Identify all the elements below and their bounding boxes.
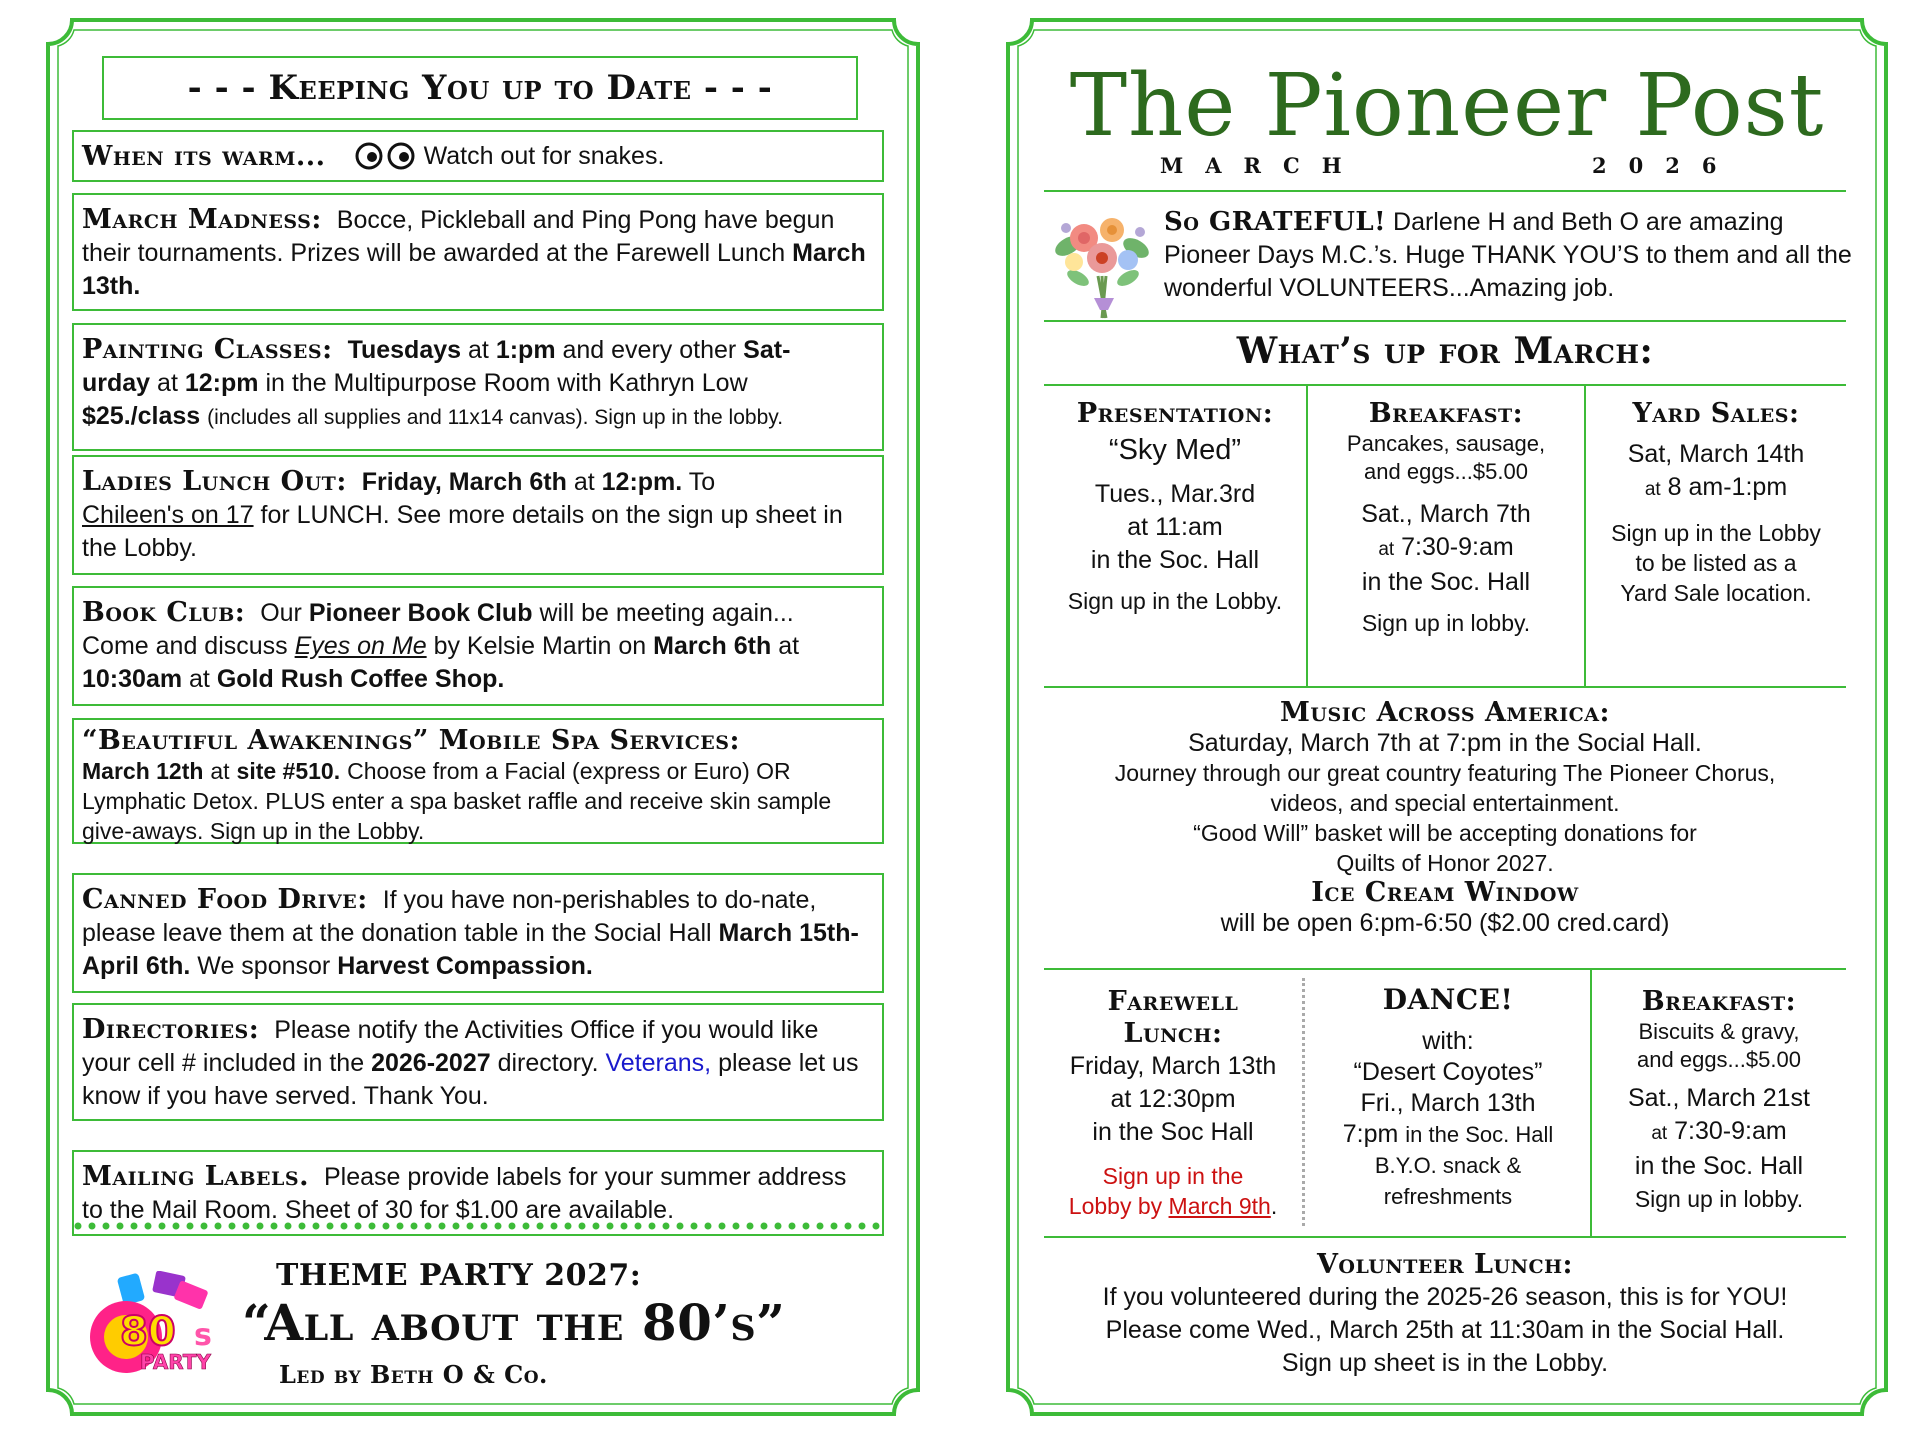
volunteer-text: Please come [1105,1316,1251,1344]
volunteer-text: If you volunteered during the [1102,1283,1420,1311]
farewell-place-prefix: in the [1092,1118,1154,1146]
presentation-section [1044,398,1306,618]
presentation-title: Presentation: [1076,398,1274,429]
book-club-date: March 6th [653,632,772,660]
book-club-text: at [189,665,210,693]
presentation-signup: Sign up in the Lobby. [1067,588,1283,614]
canned-food-section [72,873,884,993]
book-club-name: Pioneer Book Club [308,599,533,627]
theme-party-led-by: Led by Beth O & Co. [279,1360,548,1389]
farewell-period: . [1270,1193,1278,1219]
masthead-title: The Pioneer Post [1069,56,1825,156]
book-club-section [72,586,884,706]
breakfast-1-place: Soc. Hall [1430,568,1531,596]
logo-80-text: 80 [120,1309,176,1355]
breakfast-2-menu: and eggs...$5.00 [1637,1047,1801,1072]
spa-date: March 12th [82,758,204,784]
veterans-text: Veterans, [605,1049,712,1077]
breakfast-1-place-prefix: in the [1361,568,1424,596]
column-divider-dotted [1302,978,1305,1226]
painting-note: (includes all supplies and 11x14 canvas). Sign up in the lobby. [207,406,784,429]
farewell-title: Farewell [1107,986,1239,1017]
presentation-place-prefix: in the [1090,546,1153,574]
farewell-title: Lunch: [1123,1018,1223,1049]
divider [1044,686,1846,688]
directories-year: 2026-2027 [371,1049,491,1077]
painting-text: in the Multipurpose Room with Kathryn Low [265,369,748,397]
painting-section [72,323,884,451]
music-line: “Good Will” basket will be accepting donations for [1193,820,1697,846]
book-club-title: Book Club: [82,597,246,628]
book-club-text: will be meeting again... [539,599,794,627]
ladies-lunch-text: at [573,468,595,496]
grateful-title: So GRATEFUL! [1164,207,1387,237]
farewell-signup: Lobby by [1068,1193,1163,1219]
divider [1044,1236,1846,1238]
breakfast-1-title: Breakfast: [1368,398,1524,429]
divider [1044,968,1846,970]
breakfast-2-title: Breakfast: [1641,986,1797,1017]
music-place: Social Hall. [1576,729,1702,757]
march-madness-date: March 13th. [82,239,866,300]
divider [1044,190,1846,192]
farewell-lunch-section [1044,986,1302,1221]
issue-year: 2026 [1592,153,1739,178]
music-line: Quilts of Honor 2027. [1336,850,1554,876]
presentation-time: at 11:am [1127,513,1223,541]
march-madness-section [72,193,884,311]
ladies-lunch-title: Ladies Lunch Out: [82,466,347,497]
presentation-date: Tues., Mar.3rd [1094,480,1256,508]
farewell-time: at 12:30pm [1110,1085,1236,1113]
book-title: Eyes on Me [294,632,427,660]
march-madness-title: March Madness: [82,204,322,235]
theme-party-title: THEME PARTY 2027: [276,1258,642,1293]
issue-month: MARCH [1160,153,1364,178]
painting-text: at [157,369,178,397]
yard-sales-signup: Sign up in the Lobby to be listed as a Yard Sale location. [1611,520,1821,606]
warm-title: When its warm... [82,140,326,172]
breakfast-2-date: Sat., March 21st [1627,1084,1811,1112]
book-club-place: Gold Rush Coffee Shop. [216,665,505,693]
divider [1044,320,1846,322]
directories-text: directory. [497,1049,599,1077]
breakfast-1-menu: Pancakes, sausage, and eggs...$5.00 [1346,431,1546,484]
directories-text: please let us know if you have served. Thank You. [82,1049,859,1110]
music-title: Music Across America: [1280,697,1610,728]
music-line: Journey through our great country featuring The Pioneer Chorus, [1114,760,1776,786]
dance-time: 7:pm [1342,1120,1399,1148]
music-section [1044,698,1846,938]
book-club-text: at [778,632,800,660]
breakfast-1-signup: Sign up in lobby. [1361,610,1531,636]
mailing-text: Please provide labels for your summer address to the Mail Room. Sheet of 30 for $1.00 are available. [82,1163,847,1224]
music-date: Saturday, March 7th [1188,729,1412,757]
flower-bouquet-icon [1048,206,1156,324]
painting-day-saturday-cont: urday [82,369,151,397]
directories-text: Please notify the Activities Office if you would like your cell # included in the [82,1016,819,1077]
farewell-date: Friday, March 13th [1069,1052,1277,1080]
breakfast-2-menu: Biscuits & gravy, [1638,1019,1800,1044]
painting-time-2: 12:pm [184,369,259,397]
breakfast-2-at: at [1651,1123,1668,1144]
ladies-lunch-text: for LUNCH. See more details on the sign up sheet in the Lobby. [82,501,843,562]
book-club-time: 10:30am [82,665,183,693]
dance-date: Fri., March 13th [1360,1089,1536,1117]
left-page [46,18,920,1416]
dance-with: with: [1422,1027,1474,1055]
farewell-place: Soc Hall [1160,1118,1254,1146]
dotted-divider [72,1220,892,1232]
canned-food-org: Harvest Compassion. [337,952,593,980]
divider [1044,384,1846,386]
mailing-title: Mailing Labels. [82,1161,310,1192]
breakfast-2-signup: Sign up in lobby. [1634,1186,1804,1212]
grateful-text: Darlene H and Beth O are amazing Pioneer Days M.C.’s. Huge THANK YOU’S to them and all the wonderful VOLUNTEERS...Amazing job. [1164,208,1852,302]
breakfast-2-place: Soc. Hall [1703,1152,1804,1180]
right-page [1006,18,1888,1416]
volunteer-season: 2025-26 [1426,1283,1519,1311]
book-club-text: Come and discuss [82,632,288,660]
volunteer-title: Volunteer Lunch: [1316,1249,1573,1280]
logo-s-text: s [194,1318,212,1353]
farewell-deadline: March 9th [1168,1193,1271,1219]
book-club-text: Our [260,599,302,627]
painting-text: and every other [562,336,737,364]
dance-band: “Desert Coyotes” [1353,1058,1543,1086]
volunteer-time: 11:30am [1488,1316,1585,1344]
painting-day-tuesdays: Tuesdays [347,336,462,364]
breakfast-2-time: 7:30-9:am [1674,1117,1787,1145]
yard-sales-title: Yard Sales: [1632,398,1800,429]
march-madness-text: Bocce, Pickleball and Ping Pong have begun their tournaments. Prizes will be awarded at the Farewell Lunch [82,206,835,267]
logo-party-text: PARTY [140,1350,211,1374]
spa-title: “Beautiful Awakenings” Mobile Spa Services: [82,725,740,756]
music-line: videos, and special entertainment. [1270,790,1620,816]
breakfast-1-time: 7:30-9:am [1401,533,1514,561]
music-place-prefix: in the [1508,729,1570,757]
music-time: 7:pm [1446,729,1502,757]
ladies-lunch-time: 12:pm. [601,468,683,496]
yard-sales-section [1586,398,1846,608]
yard-sales-time: 8 am-1:pm [1667,473,1788,501]
presentation-place: Soc. Hall [1159,546,1260,574]
left-header: - - - Keeping You up to Date - - - [102,56,858,120]
canned-food-dates: March 15th-April 6th. [82,919,859,980]
farewell-signup: Sign up in the [1102,1163,1244,1189]
dance-section [1306,982,1590,1212]
canned-food-title: Canned Food Drive: [82,884,368,915]
ladies-lunch-place: Chileen's on 17 [82,501,254,529]
ladies-lunch-section [72,455,884,575]
warm-text: Watch out for snakes. [423,141,665,170]
volunteer-text: in the Social Hall. [1591,1316,1785,1344]
yard-sales-date: Sat, March 14th [1627,440,1805,468]
ice-cream-title: Ice Cream Window [1311,877,1579,908]
spa-section [72,718,884,844]
painting-day-saturday: Sat- [743,336,791,364]
breakfast-1-section [1308,398,1584,640]
warm-section [72,130,884,182]
theme-party-name: “All about the 80’s” [242,1293,786,1352]
painting-time-1: 1:pm [495,336,556,364]
dance-byo: refreshments [1383,1184,1513,1209]
painting-title: Painting Classes: [82,334,333,365]
yard-sales-at: at [1644,479,1661,500]
volunteer-lunch-section [1044,1248,1846,1380]
spa-site: site #510. [236,758,341,784]
painting-price: $25./class [82,402,201,430]
canned-food-text: We sponsor [197,952,331,980]
grateful-section [1164,206,1854,305]
spa-text: Choose from a Facial (express or Euro) OR Lymphatic Detox. PLUS enter a spa basket raffle and receive skin sample give-aways. Sign up in the Lobby. [82,758,832,844]
volunteer-text: season, this is for YOU! [1525,1283,1788,1311]
breakfast-2-place-prefix: in the [1634,1152,1697,1180]
ice-cream-text: will be open 6:pm-6:50 ($2.00 cred.card) [1220,909,1670,937]
dance-place: in the Soc. Hall [1405,1122,1554,1147]
spa-text: at [210,758,230,784]
painting-text: at [468,336,489,364]
directories-section [72,1003,884,1121]
whats-up-heading: What’s up for March: [1236,330,1654,372]
breakfast-1-at: at [1378,539,1395,560]
canned-food-text: If you have non-perishables to do-nate, please leave them at the donation table in the Social Hall [82,886,817,947]
dance-byo: B.Y.O. snack & [1374,1153,1522,1178]
volunteer-signup: Sign up sheet is in the Lobby. [1281,1349,1609,1377]
ladies-lunch-date: Friday, March 6th [361,468,567,496]
volunteer-text: at [1460,1316,1482,1344]
music-at: at [1418,729,1440,757]
breakfast-2-section [1592,986,1846,1216]
dance-title: DANCE! [1382,983,1514,1016]
book-club-text: by Kelsie Martin on [433,632,647,660]
directories-title: Directories: [82,1014,260,1045]
breakfast-1-date: Sat., March 7th [1361,500,1531,528]
eyes-icon [354,141,416,171]
volunteer-date: Wed., March 25th [1257,1316,1455,1344]
presentation-name: “Sky Med” [1108,434,1242,466]
party-80s-logo-icon [76,1271,226,1381]
ladies-lunch-text: To [688,468,716,496]
